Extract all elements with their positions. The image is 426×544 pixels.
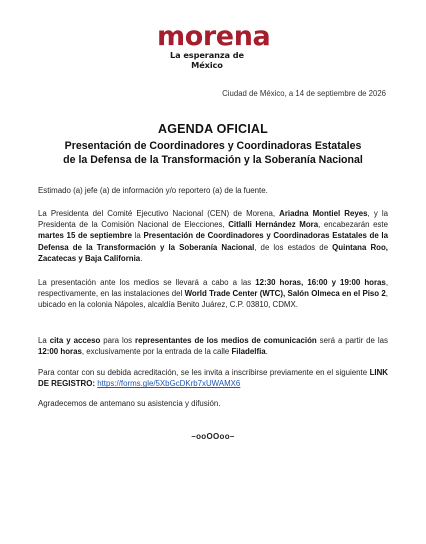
- access-time: 12:00 horas: [38, 347, 82, 357]
- text: para los: [100, 336, 135, 345]
- text: será a partir de las: [316, 336, 388, 345]
- commission-president-name: Citlalli Hernández Mora: [228, 220, 319, 230]
- event-venue: World Trade Center (WTC), Salón Olmeca en el Piso 2: [184, 289, 386, 299]
- text: , y la Presidenta de la Comisión Nacional de Elecciones,: [38, 209, 388, 230]
- text: La: [38, 336, 50, 345]
- subtitle-line-2: de la Defensa de la Transformación y la Soberanía Nacional: [63, 154, 363, 166]
- subtitle-line-1: Presentación de Coordinadores y Coordinadoras Estatales: [64, 140, 362, 152]
- text: Para contar con su debida acreditación, se les invita a inscribirse previamente en el siguiente: [38, 368, 370, 377]
- morena-logo: [157, 21, 271, 70]
- greeting-paragraph: Estimado (a) jefe (a) de información y/o reportero (a) de la fuente.: [38, 186, 268, 195]
- text: .: [140, 253, 143, 263]
- text: , exclusivamente por la entrada de la calle: [81, 347, 232, 357]
- event-times: 12:30 horas, 16:00 y 19:00 horas: [255, 278, 386, 287]
- page-subtitle: [0, 139, 426, 167]
- document-date: Ciudad de México, a 14 de septiembre de 2026: [222, 89, 386, 98]
- registration-link[interactable]: https://forms.gle/5XbGcDKrb7xUWAMX6: [97, 379, 241, 389]
- paragraph-registration: [38, 367, 388, 389]
- text: , encabezarán este: [318, 220, 388, 230]
- registration-label: LINK DE REGISTRO:: [38, 368, 388, 389]
- text: La presentación ante los medios se llevará a cabo a las: [38, 278, 256, 287]
- event-name: Presentación de Coordinadores y Coordinadoras Estatales de la Defensa de la Transformación y la Soberanía Nacional: [38, 231, 388, 252]
- paragraph-access: [38, 335, 388, 357]
- paragraph-schedule: [38, 277, 388, 311]
- media-representatives: representantes de los medios de comunicación: [135, 336, 317, 345]
- access-label: cita y acceso: [49, 336, 101, 345]
- thanks-paragraph: Agradecemos de antemano su asistencia y difusión.: [38, 399, 221, 408]
- president-name: Ariadna Montiel Reyes: [279, 209, 368, 218]
- page-title: AGENDA OFICIAL: [158, 122, 268, 136]
- text: , ubicado en la colonia Nápoles, alcaldía Benito Juárez, C.P. 03810, CDMX.: [38, 289, 388, 310]
- text: La Presidenta del Comité Ejecutivo Nacional (CEN) de Morena,: [38, 209, 280, 218]
- paragraph-announcement: [38, 208, 388, 264]
- access-street: Filadelfia: [231, 347, 266, 357]
- logo-tagline: La esperanza de México: [170, 50, 244, 70]
- text: la: [131, 231, 144, 241]
- closing-mark: –ooOOoo–: [191, 432, 235, 441]
- text: , de los estados de: [254, 242, 333, 252]
- text: , respectivamente, en las instalaciones del: [38, 278, 389, 299]
- states-list: Quintana Roo, Zacatecas y Baja California: [38, 242, 388, 263]
- text: .: [265, 347, 268, 357]
- event-date: martes 15 de septiembre: [38, 231, 132, 241]
- logo-wordmark: morena: [157, 21, 271, 52]
